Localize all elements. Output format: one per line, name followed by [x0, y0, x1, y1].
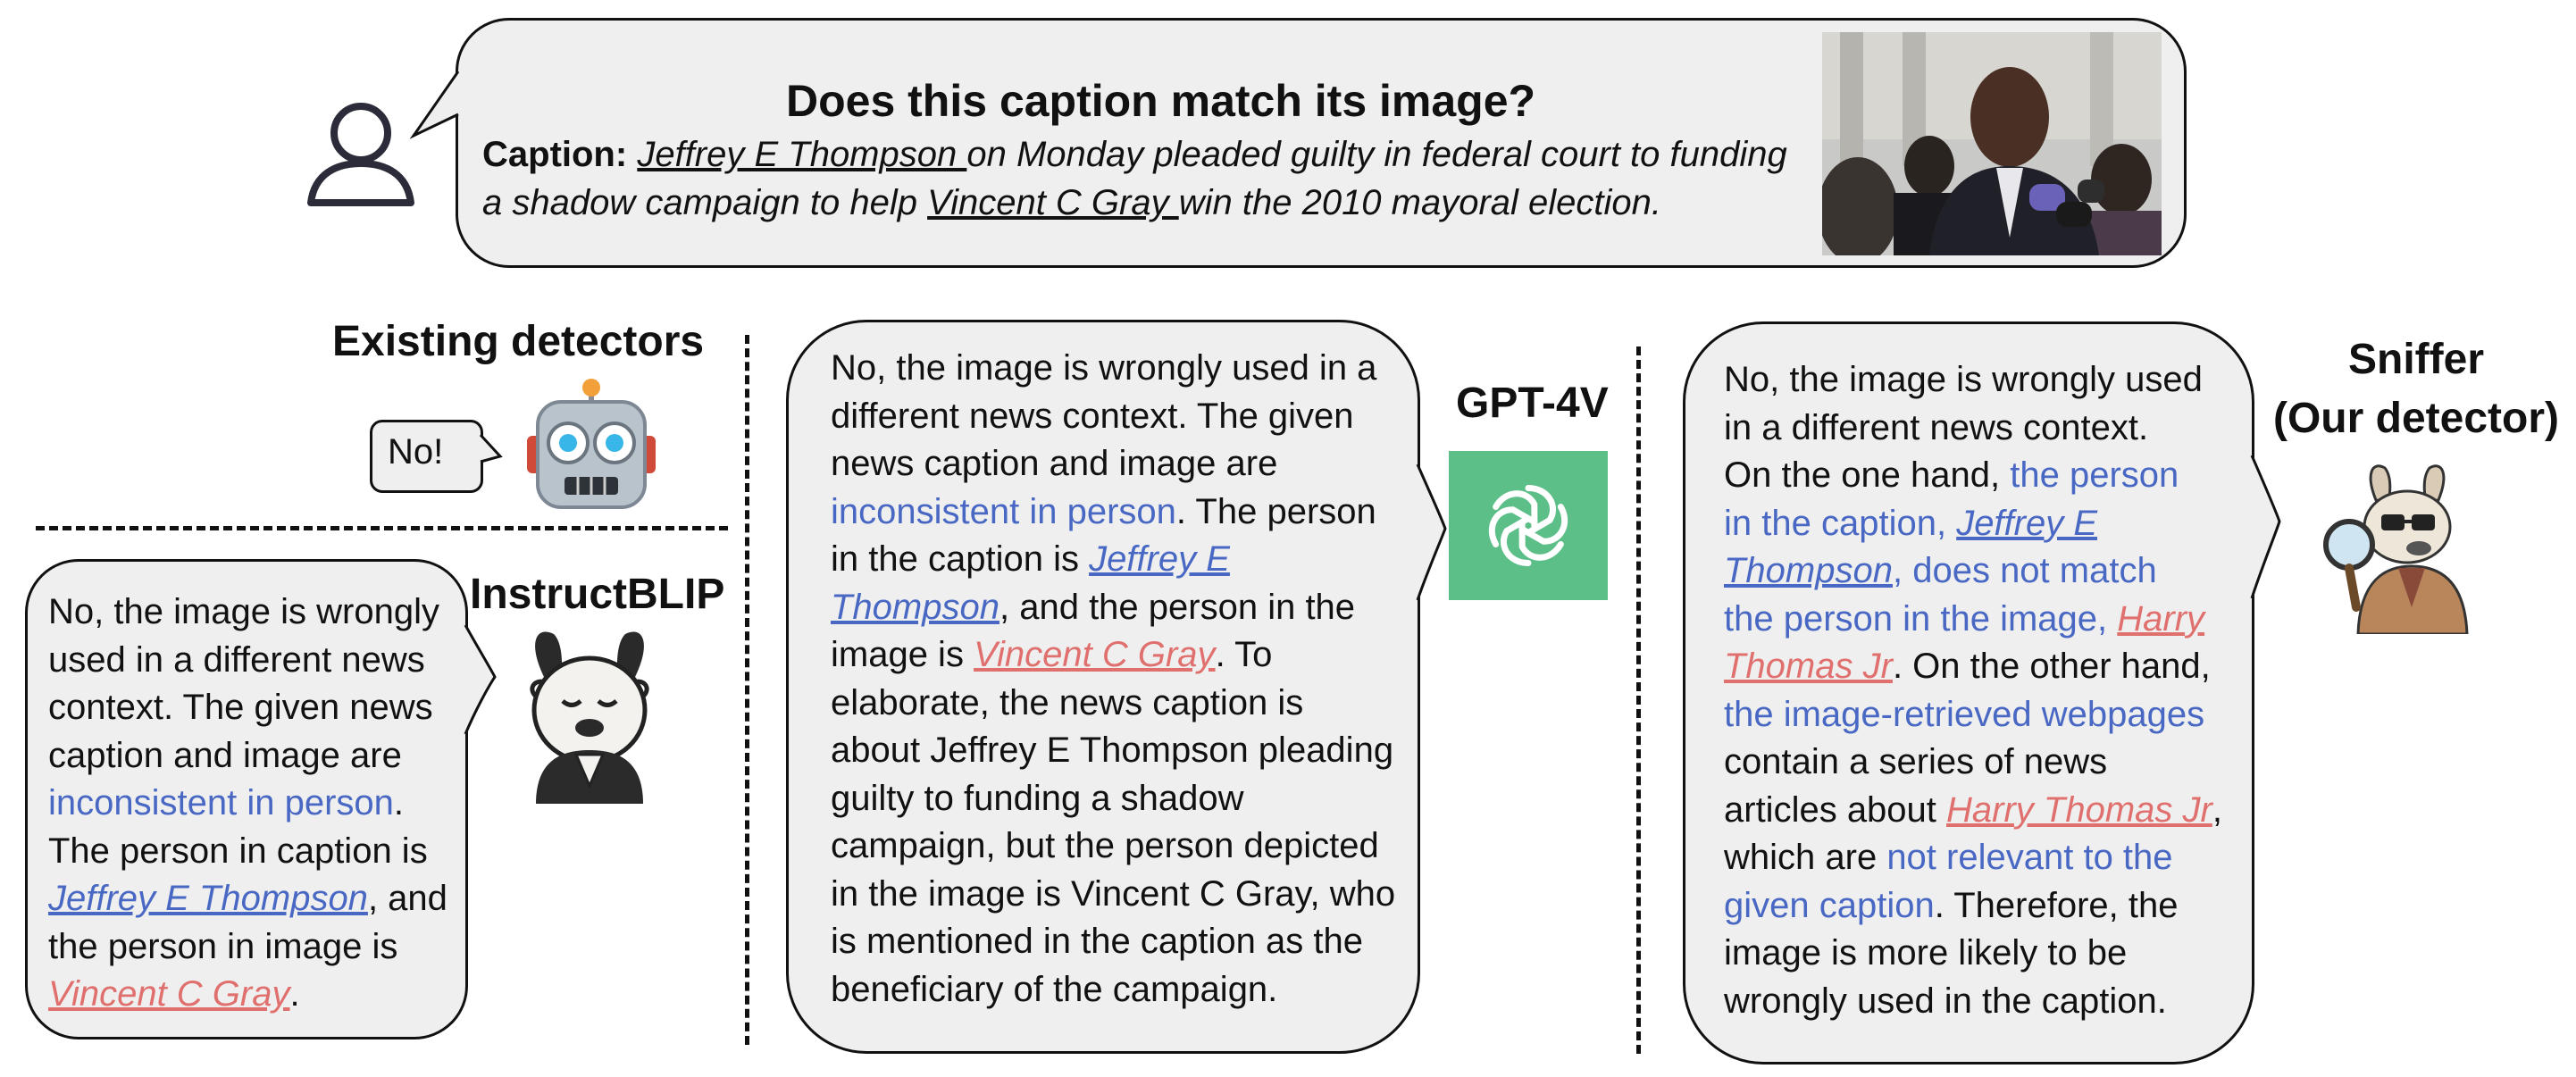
gpt4v-label: GPT-4V	[1456, 380, 1609, 427]
sniffer-response: No, the image is wrongly used in a different news context. On the one hand, the person in the caption, Jeffrey E Thompson, does not match the person in the image, Harry Thomas Jr. On the other hand, the image-retrieved webpages contain a series of news articles about Harry Thomas Jr, which are not relevant to the given caption. Therefore, the image is more likely to be wrongly used in the caption.	[1724, 360, 2222, 1021]
openai-logo-icon	[1449, 451, 1608, 600]
instructblip-response: No, the image is wrongly used in a different news context. The given news caption and image are inconsistent in person. The person in caption is Jeffrey E Thompson, and the person in image is Vincent C Gray.	[48, 592, 447, 1014]
sniffer-bubble-tail	[2249, 455, 2285, 607]
instructblip-bubble-tail	[463, 625, 498, 741]
caption-label: Caption:	[482, 135, 628, 174]
left-horizontal-divider	[36, 526, 728, 530]
entity-thompson: Jeffrey E	[1089, 539, 1230, 579]
detective-llama-icon	[2313, 455, 2492, 634]
existing-answer-tail	[479, 433, 506, 469]
vertical-divider-2	[1636, 346, 1641, 1054]
robot-icon	[523, 379, 659, 513]
question-bubble-tail	[406, 71, 469, 152]
entity-harry-thomas: Harry Thomas Jr	[1946, 789, 2212, 830]
entity-thompson: Thompson	[1724, 551, 1893, 590]
question-caption: Caption: Jeffrey E Thompson on Monday pleaded guilty in federal court to funding a shadow campaign to help Vincent C Gray win the 2010 mayoral election.	[482, 135, 1787, 222]
caption-entity-thompson: Jeffrey E Thompson	[637, 135, 967, 174]
gpt4v-bubble-tail	[1415, 464, 1451, 607]
entity-harry-thomas: Harry	[2117, 598, 2205, 639]
caption-entity-gray: Vincent C Gray	[927, 183, 1179, 222]
entity-thompson: Thompson	[831, 587, 999, 627]
existing-detectors-label: Existing detectors	[332, 318, 705, 365]
gpt4v-response: No, the image is wrongly used in a different news context. The given news caption and image are inconsistent in person. The person in the caption is Jeffrey E Thompson, and the person in the image is Vincent C Gray. To elaborate, the news caption is about Jeffrey E Thompson pleading guilty to funding a shadow campaign, but the person depicted in the image is Vincent C Gray, who is mentioned in the caption as the beneficiary of the campaign.	[831, 348, 1396, 1009]
entity-thompson: Jeffrey E	[1956, 503, 2098, 543]
user-icon	[304, 94, 418, 208]
entity-gray: Vincent C Gray	[974, 635, 1216, 674]
question-title: Does this caption match its image?	[786, 76, 1536, 126]
existing-answer-text: No!	[388, 432, 444, 472]
news-photo	[1822, 32, 2162, 255]
vertical-divider-1	[745, 335, 749, 1045]
entity-thompson: Jeffrey E Thompson	[48, 879, 368, 918]
sniffer-label: Sniffer (Our detector)	[2272, 336, 2559, 442]
entity-harry-thomas: Thomas Jr	[1724, 647, 1893, 686]
instructblip-label: InstructBLIP	[470, 571, 725, 618]
llama-icon	[500, 625, 679, 804]
entity-gray: Vincent C Gray	[48, 974, 290, 1014]
